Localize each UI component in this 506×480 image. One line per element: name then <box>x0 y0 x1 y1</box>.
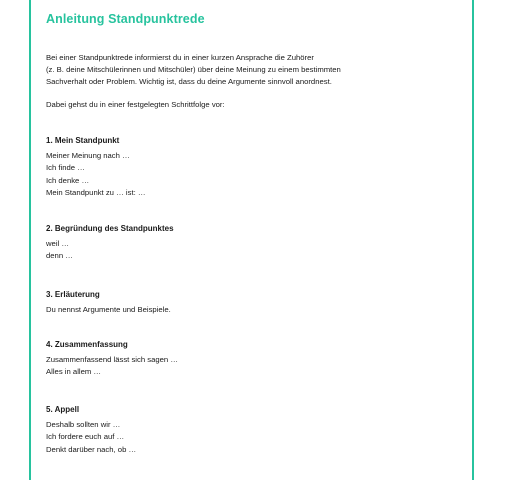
phrase-line: Du nennst Argumente und Beispiele. <box>46 305 171 314</box>
section-lines-erlaeuterung <box>46 304 171 316</box>
section-heading-zusammenfassung: 4. Zusammenfassung <box>46 340 128 349</box>
phrase-line: weil … <box>46 239 70 248</box>
phrase-line: Meiner Meinung nach … <box>46 151 130 160</box>
worksheet-page <box>29 0 474 480</box>
section-heading-standpunkt: 1. Mein Standpunkt <box>46 136 120 145</box>
phrase-line: Mein Standpunkt zu … ist: … <box>46 187 146 197</box>
section-lines-appell <box>46 419 136 456</box>
phrase-line: Denkt darüber nach, ob … <box>46 444 137 454</box>
section-lines-begruendung <box>46 238 73 263</box>
section-heading-erlaeuterung: 3. Erläuterung <box>46 290 100 299</box>
section-lines-standpunkt <box>46 150 146 199</box>
intro-line-3: Sachverhalt oder Problem. Wichtig ist, dass du deine Argumente sinnvoll anordnest. <box>46 77 332 86</box>
intro-line-1: Bei einer Standpunktrede informierst du in einer kurzen Ansprache die Zuhörer <box>46 53 314 62</box>
phrase-line: Ich finde … <box>46 163 85 173</box>
phrase-line: Zusammenfassend lässt sich sagen … <box>46 355 179 364</box>
page-title: Anleitung Standpunktrede <box>46 12 205 26</box>
section-lines-zusammenfassung <box>46 354 178 379</box>
section-heading-begruendung: 2. Begründung des Standpunktes <box>46 224 174 233</box>
sequence-note: Dabei gehst du in einer festgelegten Schrittfolge vor: <box>46 100 225 109</box>
section-heading-appell: 5. Appell <box>46 405 80 414</box>
phrase-line: Ich denke … <box>46 175 90 185</box>
phrase-line: Ich fordere euch auf … <box>46 432 125 442</box>
intro-line-2: (z. B. deine Mitschülerinnen und Mitschüler) über deine Meinung zu einem bestimmten <box>46 65 341 74</box>
phrase-line: Deshalb sollten wir … <box>46 420 121 429</box>
phrase-line: denn … <box>46 251 73 261</box>
phrase-line: Alles in allem … <box>46 367 102 377</box>
